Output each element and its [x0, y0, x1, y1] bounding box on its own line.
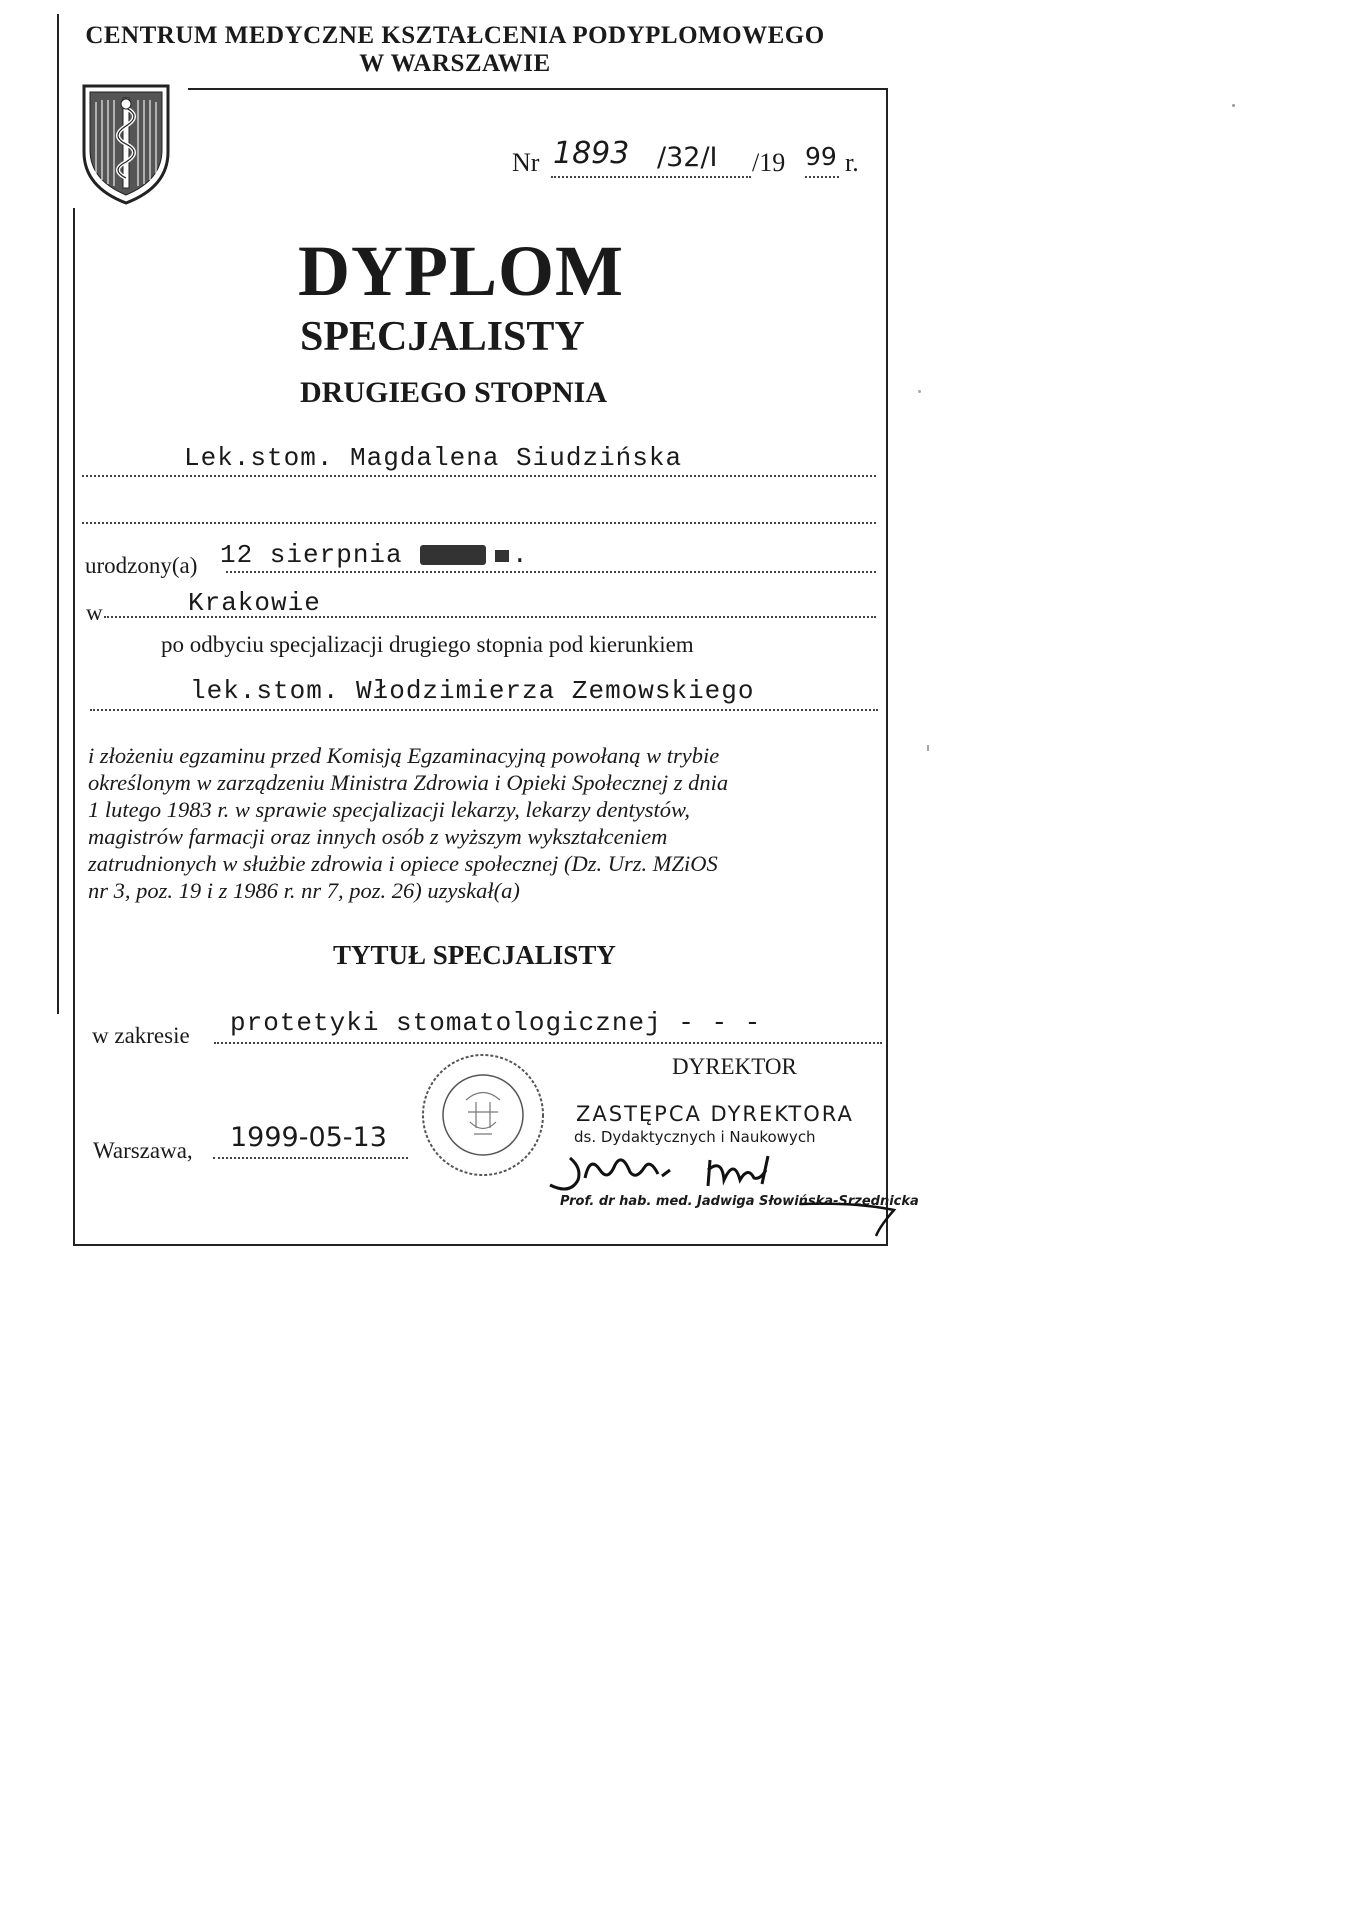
number-year-suffix: 99	[805, 142, 837, 171]
date-dotted-line	[213, 1157, 408, 1159]
signature-flourish-icon	[800, 1190, 900, 1240]
scope-value: protetyki stomatologicznej - - -	[230, 1008, 762, 1038]
name-dotted-line-1	[82, 475, 876, 477]
number-year-prefix: /19	[752, 148, 786, 177]
issue-place-label: Warszawa,	[93, 1138, 193, 1163]
born-dotted-line	[226, 571, 876, 573]
institution-name	[60, 22, 850, 78]
official-seal-icon	[418, 1050, 548, 1180]
emblem-icon	[80, 82, 172, 207]
redacted-year	[420, 545, 486, 565]
supervision-text: po odbyciu specjalizacji drugiego stopnia pod kierunkiem	[161, 632, 694, 657]
institution-name-line2: W WARSZAWIE	[359, 50, 551, 77]
supervisor-dotted-line	[90, 709, 878, 711]
holder-name: Lek.stom. Magdalena Siudzińska	[184, 443, 683, 473]
document-degree: DRUGIEGO STOPNIA	[300, 376, 608, 409]
place-label: w	[86, 600, 103, 625]
scan-speck	[918, 390, 921, 393]
born-date: 12 sierpnia	[220, 540, 403, 570]
name-dotted-line-2	[82, 522, 876, 524]
director-label: DYREKTOR	[672, 1054, 797, 1079]
legal-text	[88, 742, 878, 904]
deputy-stamp-line2: ds. Dydaktycznych i Naukowych	[574, 1128, 816, 1146]
number-handwritten: 1893	[553, 136, 630, 171]
number-dotted-line	[551, 176, 751, 178]
frame-top	[188, 88, 887, 90]
specialty-heading: TYTUŁ SPECJALISTY	[333, 940, 616, 970]
place-dotted-line	[104, 616, 876, 618]
scan-speck	[927, 745, 929, 751]
legal-line: nr 3, poz. 19 i z 1986 r. nr 7, poz. 26) uzyskał(a)	[88, 878, 520, 903]
left-margin-line	[57, 14, 59, 1014]
redacted-mark	[495, 550, 509, 562]
signature-icon	[540, 1140, 840, 1200]
legal-line: magistrów farmacji oraz innych osób z wyższym wykształceniem	[88, 824, 668, 849]
legal-line: 1 lutego 1983 r. w sprawie specjalizacji lekarzy, lekarzy dentystów,	[88, 797, 691, 822]
signatory-name: Prof. dr hab. med. Jadwiga Słowińska-Srzednicka	[560, 1194, 919, 1209]
frame-bottom	[73, 1244, 888, 1246]
supervisor-name: lek.stom. Włodzimierza Zemowskiego	[190, 676, 755, 706]
frame-right	[886, 88, 888, 1246]
document-title: DYPLOM	[298, 231, 624, 311]
legal-line: i złożeniu egzaminu przed Komisją Egzaminacyjną powołaną w trybie	[88, 743, 720, 768]
frame-left	[73, 208, 75, 1246]
institution-name-line1: CENTRUM MEDYCZNE KSZTAŁCENIA PODYPLOMOWEGO	[85, 22, 825, 49]
scan-speck	[1232, 104, 1235, 107]
legal-line: określonym w zarządzeniu Ministra Zdrowia i Opieki Społecznej z dnia	[88, 770, 729, 795]
birth-place: Krakowie	[188, 588, 321, 618]
number-prefix: Nr	[512, 148, 540, 177]
diploma-number	[512, 148, 539, 178]
born-suffix: .	[512, 540, 529, 570]
deputy-stamp-line1: ZASTĘPCA DYREKTORA	[576, 1102, 854, 1126]
legal-line: zatrudnionych w służbie zdrowia i opiece społecznej (Dz. Urz. MZiOS	[88, 851, 718, 876]
scope-label: w zakresie	[92, 1023, 190, 1048]
number-typed: /32/I	[657, 142, 718, 173]
issue-date: 1999-05-13	[230, 1122, 387, 1153]
born-label: urodzony(a)	[85, 553, 198, 578]
scope-dotted-line	[214, 1042, 882, 1044]
year-dotted-line	[805, 176, 839, 178]
document-subtitle: SPECJALISTY	[300, 314, 585, 360]
number-suffix: r.	[845, 148, 859, 177]
